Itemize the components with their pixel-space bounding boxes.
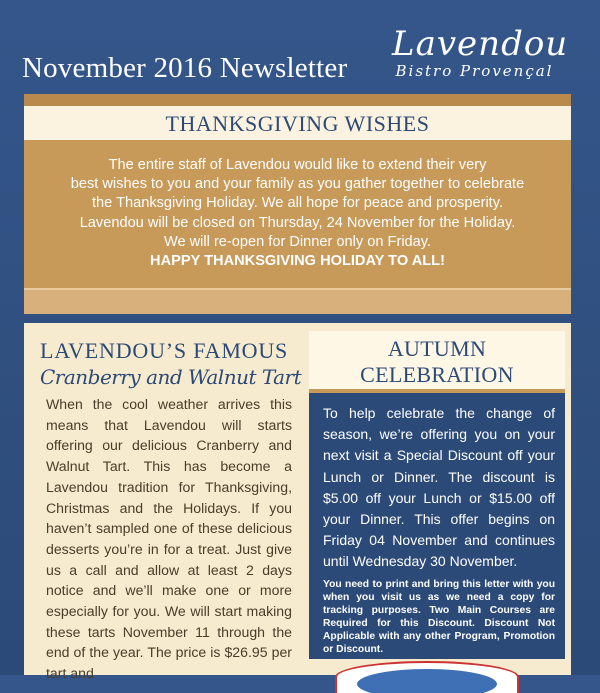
message-line: Lavendou will be closed on Thursday, 24 November for the Holiday. <box>79 214 516 231</box>
tart-description: When the cool weather arrives this means that Lavendou will starts offering our delicious Cranberry and Walnut Tart. This has become a Lavendou tradition for Thanksgiving, Christmas and the Holidays. If you haven’t sampled one of these delicious desserts you’re in for a treat. Just give us a call and allow at least 2 days notice and we’ll make one or more especially for you. We will start making these tarts November 11 through the end of the year. The price is $26.95 per tart and <box>46 396 292 682</box>
thanksgiving-message <box>24 156 571 271</box>
message-line: The entire staff of Lavendou would like to extend their very <box>108 157 487 173</box>
logo-subtitle: Bistro Provençal <box>395 62 554 80</box>
autumn-offer-terms: You need to print and bring this letter with you when you visit us as we need a copy for tracking purposes. Two Main Courses are Required for this Discount. Discount Not Applicable with any other Program, Promotion or Discount. <box>323 579 555 655</box>
tart-subheading: Cranberry and Walnut Tart <box>40 365 302 389</box>
autumn-offer-text: To help celebrate the change of season, we’re offering you on your next visit a Special Discount off your Lunch or Dinner. The discount is $5.00 off your Lunch or $15.00 off your Dinner. This offer begins on Friday 04 November and continues until Wednesday 30 November. <box>323 405 555 570</box>
logo-name: Lavendou <box>392 24 569 64</box>
thanksgiving-section <box>24 94 571 312</box>
thanksgiving-heading: THANKSGIVING WISHES <box>24 106 571 140</box>
message-line: We will re-open for Dinner only on Friday. <box>163 233 432 250</box>
autumn-header <box>309 331 565 389</box>
message-line: best wishes to you and your family as you gather together to celebrate <box>70 176 525 193</box>
section-top-bar <box>24 94 571 106</box>
holiday-greeting: HAPPY THANKSGIVING HOLIDAY TO ALL! <box>150 253 445 270</box>
newsletter-title: November 2016 Newsletter <box>22 52 348 84</box>
tart-plate-image <box>335 661 519 693</box>
section-bottom-bar <box>24 288 571 314</box>
autumn-heading: AUTUMN CELEBRATION <box>360 336 514 387</box>
message-line: the Thanksgiving Holiday. We all hope for peace and prosperity. <box>91 195 504 212</box>
autumn-offer-box <box>309 389 565 659</box>
tart-heading: LAVENDOU’S FAMOUS <box>40 338 289 363</box>
restaurant-logo <box>392 24 569 80</box>
plate-pattern <box>357 669 497 693</box>
